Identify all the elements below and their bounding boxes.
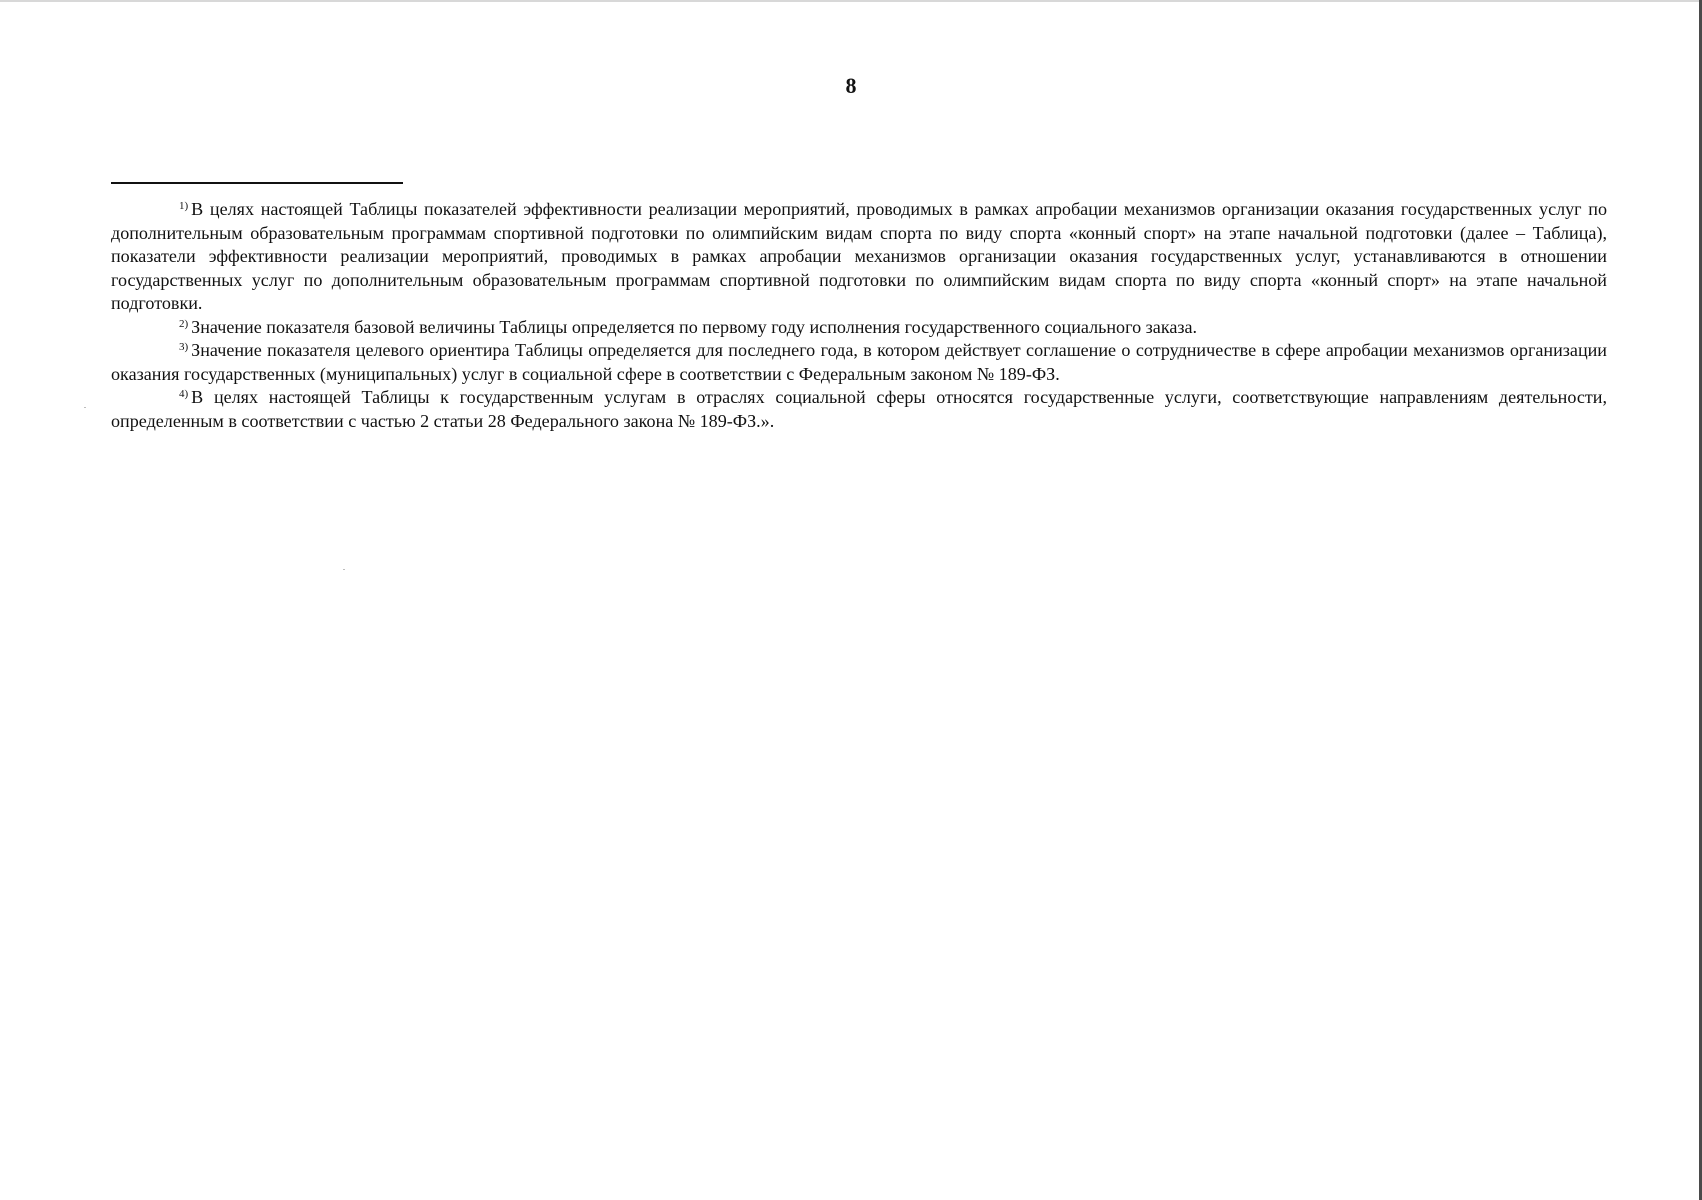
scan-speck	[84, 407, 86, 408]
footnote-4	[111, 386, 1607, 433]
footnote-marker: 1)	[179, 200, 189, 212]
page-number: 8	[845, 73, 857, 98]
scan-speck	[343, 569, 345, 570]
footnote-text: В целях настоящей Таблицы показателей эффективности реализации мероприятий, проводимых в рамках апробации механизмов организации оказания государственных услуг по дополнительным образовательным программам спортивной подготовки по олимпийским видам спорта по виду спорта «конный спорт» на этапе начальной подготовки (далее – Таблица), показатели эффективности реализации мероприятий, проводимых в рамках апробации механизмов организации оказания государственных услуг, устанавливаются в отношении государственных услуг по дополнительным образовательным программам спортивной подготовки по олимпийским видам спорта по виду спорта «конный спорт» на этапе начальной подготовки.	[111, 199, 1607, 313]
footnote-marker: 2)	[179, 317, 189, 330]
footnote-text: Значение показателя базовой величины Таблицы определяется по первому году исполнения государственного социального заказа.	[191, 316, 1198, 337]
footnote-2	[111, 316, 1607, 340]
footnote-marker: 4)	[179, 388, 189, 400]
scan-edge-top	[0, 0, 1702, 2]
footnote-separator	[111, 182, 403, 184]
footnotes-block	[111, 198, 1607, 433]
footnote-1	[111, 198, 1607, 316]
footnote-text: В целях настоящей Таблицы к государственным услугам в отраслях социальной сферы относятся государственные услуги, соответствующие направлениям деятельности, определенным в соответствии с частью 2 статьи 28 Федерального закона № 189-ФЗ.».	[111, 387, 1607, 431]
footnote-text: Значение показателя целевого ориентира Таблицы определяется для последнего года, в котором действует соглашение о сотрудничестве в сфере апробации механизмов организации оказания государственных (муниципальных) услуг в социальной сфере в соответствии с Федеральным законом № 189-ФЗ.	[111, 340, 1607, 384]
footnote-marker: 3)	[179, 341, 189, 353]
footnote-3	[111, 339, 1607, 386]
